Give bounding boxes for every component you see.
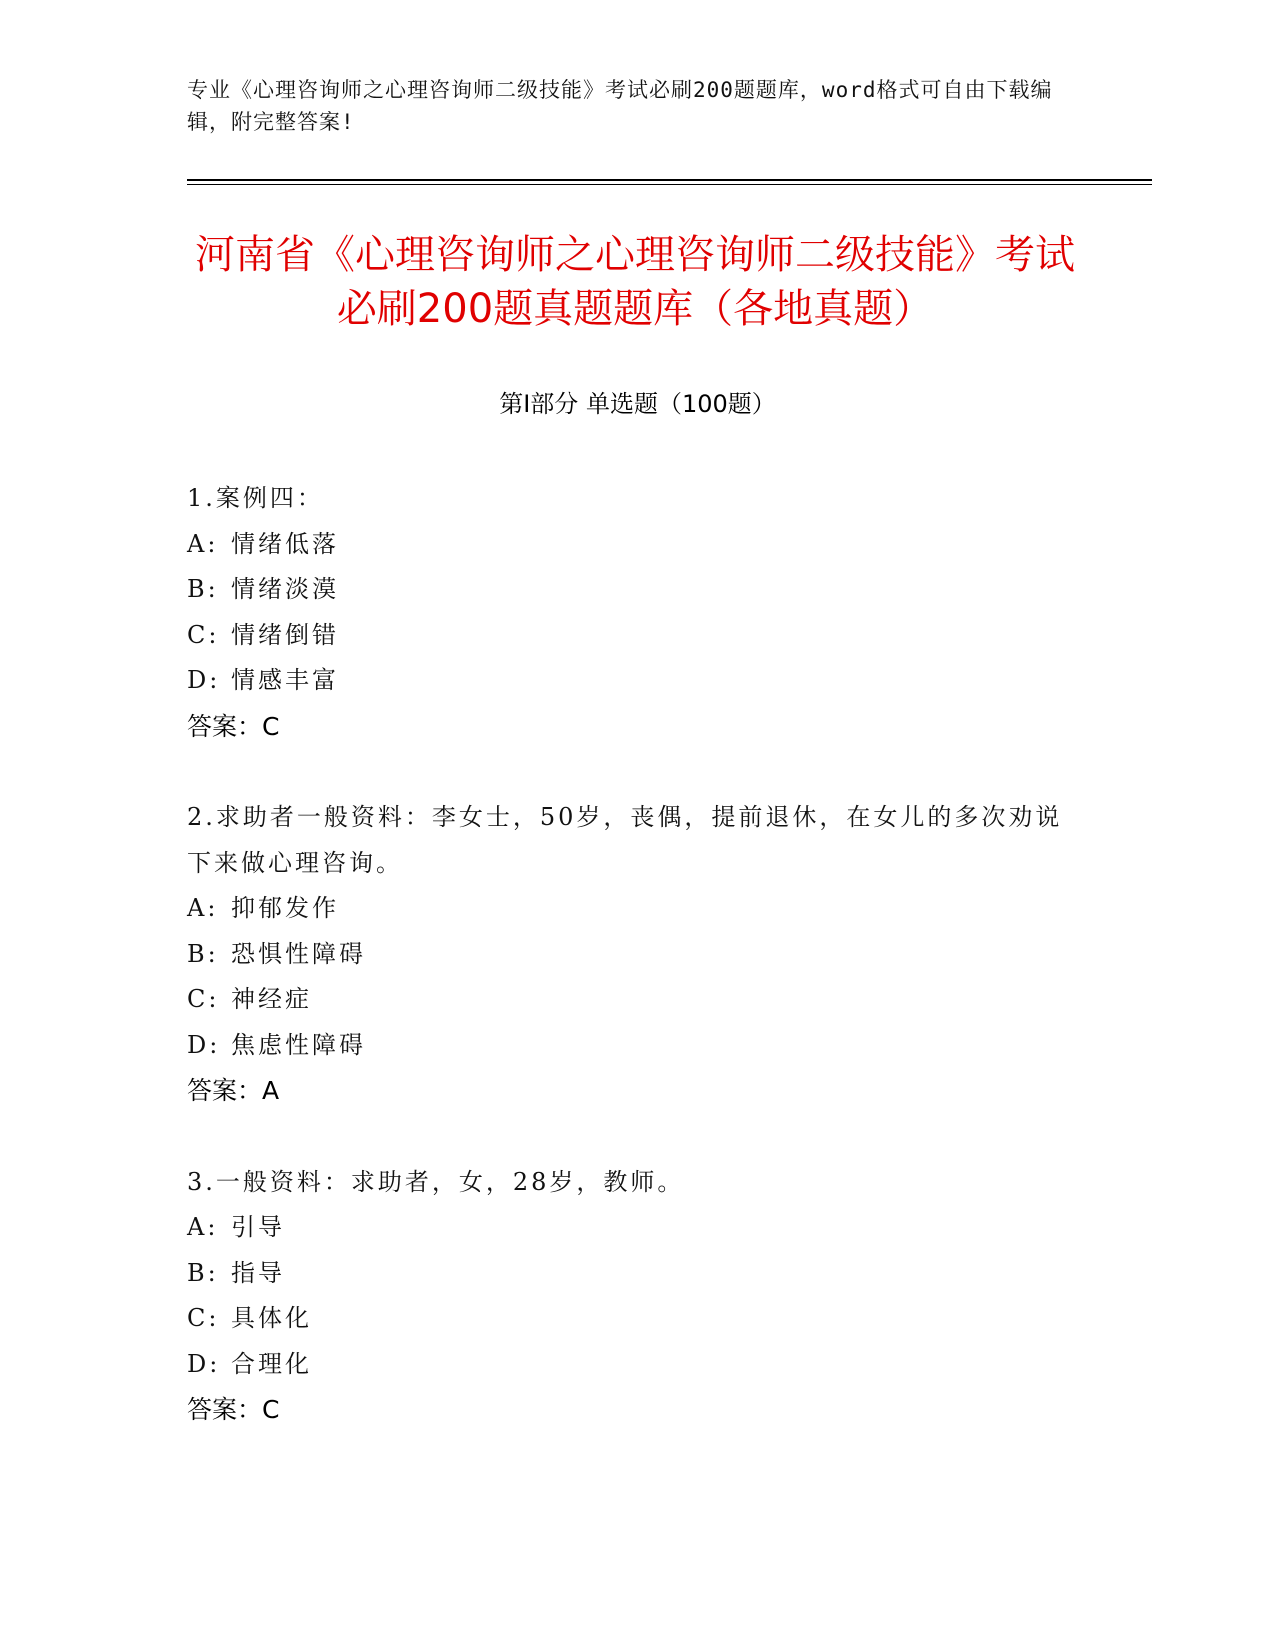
option-text: 引导 <box>231 1213 285 1241</box>
option-letter: D: <box>187 1349 221 1378</box>
option-letter: C: <box>187 985 220 1013</box>
question-1 <box>187 476 1067 749</box>
answer-line: 答案：C <box>187 1395 280 1424</box>
option-text: 恐惧性障碍 <box>231 939 366 968</box>
answer-line: 答案：A <box>187 1076 280 1105</box>
option-letter: A: <box>187 1213 219 1241</box>
option-text: 焦虑性障碍 <box>231 1030 366 1059</box>
option-text: 情绪淡漠 <box>231 575 339 603</box>
option-text: 具体化 <box>231 1304 312 1332</box>
question-stem: 1.案例四： <box>187 484 324 512</box>
option-d <box>187 1342 1067 1388</box>
option-b <box>187 567 1067 613</box>
option-letter: A: <box>187 529 219 558</box>
option-text: 情绪倒错 <box>231 620 339 649</box>
option-d <box>187 1023 1067 1069</box>
section-title: 第I部分 单选题（100题） <box>499 390 776 418</box>
question-stem: 3.一般资料：求助者，女，28岁，教师。 <box>187 1167 685 1196</box>
option-text: 抑郁发作 <box>231 894 339 922</box>
question-stem: 2.求助者一般资料：李女士，50岁，丧偶，提前退休，在女儿的多次劝说下来做心理咨询。 <box>187 803 1063 877</box>
option-letter: D: <box>187 1030 221 1059</box>
option-text: 情绪低落 <box>231 529 339 558</box>
option-letter: C: <box>187 1304 220 1332</box>
option-b <box>187 932 1067 978</box>
document-title: 河南省《心理咨询师之心理咨询师二级技能》考试必刷200题真题题库（各地真题） <box>195 232 1075 332</box>
option-letter: A: <box>187 894 219 922</box>
option-letter: B: <box>187 939 219 968</box>
option-letter: B: <box>187 1258 219 1287</box>
option-d <box>187 658 1067 704</box>
question-2 <box>187 795 1067 1114</box>
header-note: 专业《心理咨询师之心理咨询师二级技能》考试必刷200题题库，word格式可自由下载编辑，附完整答案! <box>187 78 1053 134</box>
option-b <box>187 1251 1067 1297</box>
option-letter: B: <box>187 575 219 603</box>
option-letter: D: <box>187 666 221 694</box>
question-3 <box>187 1160 1067 1433</box>
answer-line: 答案：C <box>187 711 280 741</box>
option-text: 情感丰富 <box>231 666 339 694</box>
option-letter: C: <box>187 620 220 649</box>
option-a <box>187 886 1067 932</box>
header-divider-thin <box>187 184 1152 185</box>
option-c <box>187 613 1067 659</box>
question-list <box>187 476 1067 1479</box>
option-text: 合理化 <box>231 1349 312 1378</box>
option-c <box>187 977 1067 1023</box>
header-divider-thick <box>187 179 1152 181</box>
option-a <box>187 1205 1067 1251</box>
option-c <box>187 1296 1067 1342</box>
option-text: 指导 <box>231 1258 285 1287</box>
option-text: 神经症 <box>231 985 312 1013</box>
option-a <box>187 522 1067 568</box>
